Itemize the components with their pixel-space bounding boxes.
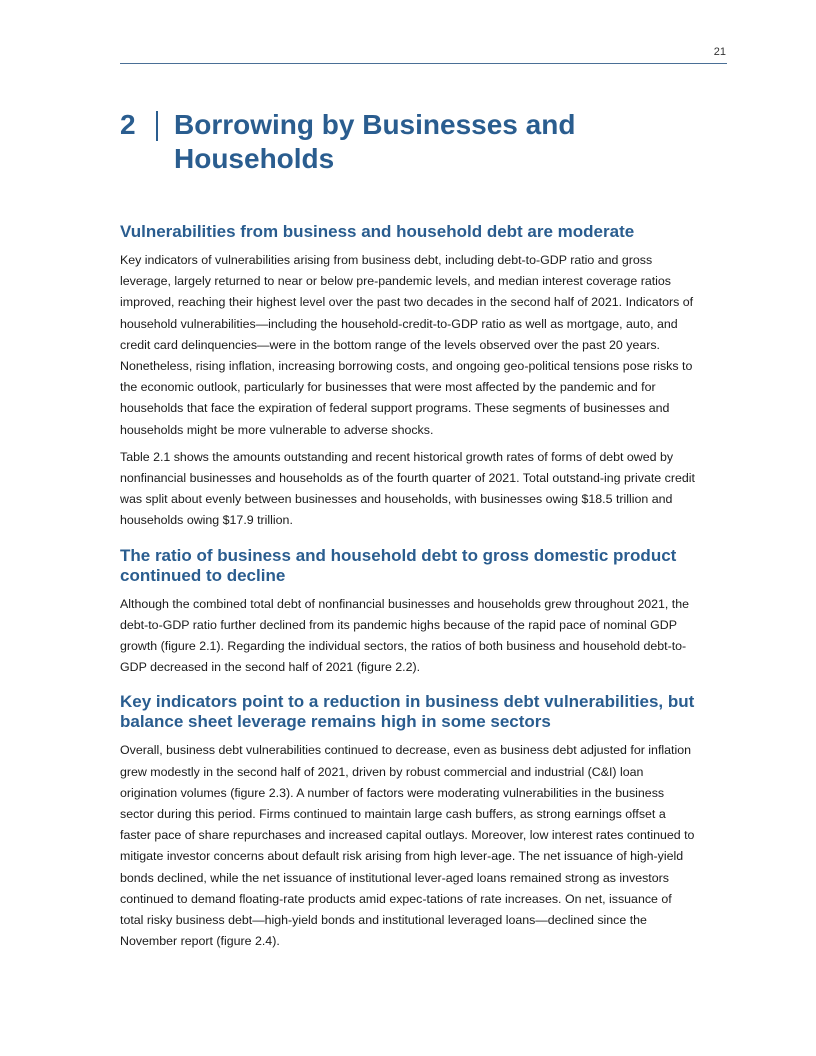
chapter-number: 2 [120,109,136,140]
page-number: 21 [713,46,726,58]
header-rule [120,63,727,64]
body-paragraph: Overall, business debt vulnerabilities continued to decrease, even as business debt adjusted for inflation grew modestly in the second half of 2021, driven by robust commercial and industrial (C&I) loan origination volumes (figure 2.3). A number of factors were moderating vulnerabilities in the business sector during this period. Firms continued to maintain large cash buffers, as strong earnings offset a faster pace of share repurchases and increased capital outlays. Moreover, low interest rates continued to mitigate investor concerns about default risk arising from high lever-age. The net issuance of high-yield bonds declined, while the net issuance of institutional lever-aged loans remained strong as investors continued to demand floating-rate products amid expec-tations of rate increases. On net, issuance of total risky business debt—high-yield bonds and institutional leveraged loans—declined since the November report (figure 2.4). [120,743,695,949]
body-paragraph: Key indicators of vulnerabilities arising from business debt, including debt-to-GDP ratio and gross leverage, largely returned to near or below pre-pandemic levels, and median interest coverage ratios improved, reaching their highest level over the past two decades in the second half of 2021. Indicators of household vulnerabilities—including the household-credit-to-GDP ratio as well as mortgage, auto, and credit card delinquencies—were in the bottom range of the levels observed over the past 20 years. Nonetheless, rising inflation, increasing borrowing costs, and ongoing geo-political tensions pose risks to the economic outlook, particularly for businesses that were most affected by the pandemic and for households that face the expiration of federal support programs. These segments of businesses and households might be more vulnerable to adverse shocks. [120,253,694,437]
section-heading-debt-to-gdp: The ratio of business and household debt to gross domestic product continued to decline [120,545,677,585]
section-heading-vulnerabilities: Vulnerabilities from business and household debt are moderate [120,222,635,241]
section-heading-key-indicators: Key indicators point to a reduction in business debt vulnerabilities, but balance sheet leverage remains high in some sectors [120,692,695,732]
chapter-title: Borrowing by Businesses and Households [174,109,576,174]
main-content [120,222,698,958]
chapter-divider [156,111,158,141]
chapter-heading [120,108,720,176]
body-paragraph: Although the combined total debt of nonfinancial businesses and households grew throughout 2021, the debt-to-GDP ratio further declined from its pandemic highs because of the rapid pace of nominal GDP growth (figure 2.1). Regarding the individual sectors, the ratios of both business and household debt-to-GDP decreased in the second half of 2021 (figure 2.2). [120,596,690,675]
body-paragraph: Table 2.1 shows the amounts outstanding and recent historical growth rates of forms of debt owed by nonfinancial businesses and households as of the fourth quarter of 2021. Total outstand-ing private credit was split about evenly between businesses and households, with businesses owing $18.5 trillion and households owing $17.9 trillion. [120,449,695,528]
